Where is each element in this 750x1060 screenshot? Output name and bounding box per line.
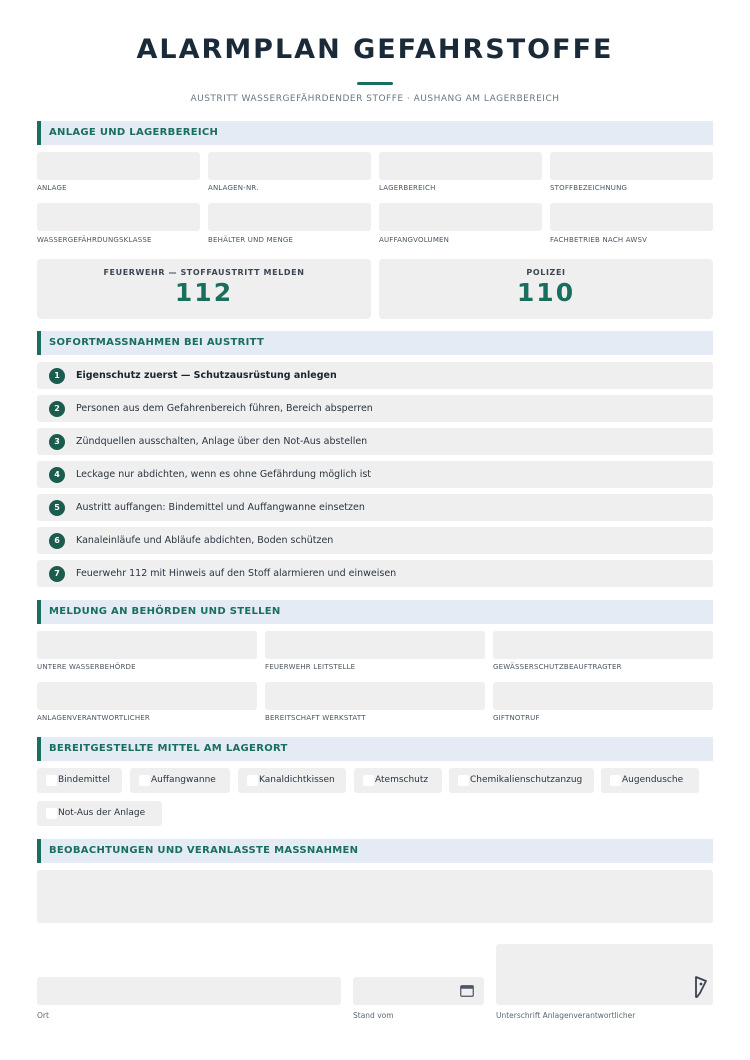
checkbox-box[interactable]: [363, 775, 374, 786]
wasserbehoerde-label: UNTERE WASSERBEHÖRDE: [37, 663, 136, 671]
section-massnahmen-heading: SOFORTMASSNAHMEN BEI AUSTRITT: [37, 331, 713, 355]
anlagen-nr-field[interactable]: [208, 152, 371, 180]
anlagenverantwortlicher-label: ANLAGENVERANTWORTLICHER: [37, 714, 150, 722]
auffangvolumen-label: AUFFANGVOLUMEN: [379, 236, 450, 244]
signature-label: Unterschrift Anlagenverantwortlicher: [496, 1011, 636, 1020]
checkbox-label: Bindemittel: [58, 775, 110, 785]
step-text: Eigenschutz zuerst — Schutzausrüstung anlegen: [76, 370, 337, 381]
checkbox-label: Not-Aus der Anlage: [58, 808, 146, 818]
anlage-field[interactable]: [37, 152, 200, 180]
title-divider: [357, 82, 393, 85]
bereitschaft-werkstatt-field[interactable]: [265, 682, 485, 710]
checkbox-kanaldichtkissen[interactable]: [238, 768, 346, 793]
behaelter-menge-label: BEHÄLTER UND MENGE: [208, 236, 294, 244]
step-item: [37, 395, 713, 422]
wassergefaehrdungsklasse-label: WASSERGEFÄHRDUNGSKLASSE: [37, 236, 152, 244]
wassergefaehrdungsklasse-field[interactable]: [37, 203, 200, 231]
checkbox-chemikalienschutzanzug[interactable]: [449, 768, 594, 793]
ort-label: Ort: [37, 1011, 49, 1020]
feuerwehr-leitstelle-field[interactable]: [265, 631, 485, 659]
lagerbereich-label: LAGERBEREICH: [379, 184, 436, 192]
checkbox-label: Auffangwanne: [151, 775, 216, 785]
step-number-badge: 6: [49, 533, 65, 549]
beobachtungen-textarea[interactable]: [37, 870, 713, 923]
police-emergency-number: 110: [516, 278, 576, 307]
step-number-badge: 2: [49, 401, 65, 417]
lagerbereich-field[interactable]: [379, 152, 542, 180]
police-emergency-label: POLIZEI: [526, 268, 566, 277]
police-emergency-box: [379, 259, 713, 319]
fire-emergency-label: FEUERWEHR — STOFFAUSTRITT MELDEN: [103, 268, 305, 277]
auffangvolumen-field[interactable]: [379, 203, 542, 231]
gewaesserschutzbeauftragter-field[interactable]: [493, 631, 713, 659]
checkbox-atemschutz[interactable]: [354, 768, 442, 793]
ort-field[interactable]: [37, 977, 341, 1005]
step-item: [37, 494, 713, 521]
stoffbezeichnung-field[interactable]: [550, 152, 713, 180]
checkbox-label: Atemschutz: [375, 775, 429, 785]
page-title: ALARMPLAN GEFAHRSTOFFE: [136, 34, 614, 65]
checkbox-box[interactable]: [46, 775, 57, 786]
step-text: Feuerwehr 112 mit Hinweis auf den Stoff alarmieren und einweisen: [76, 568, 397, 579]
checkbox-box[interactable]: [458, 775, 469, 786]
step-item: [37, 461, 713, 488]
checkbox-label: Chemikalienschutzanzug: [470, 775, 583, 785]
anlage-label: ANLAGE: [37, 184, 67, 192]
behaelter-menge-field[interactable]: [208, 203, 371, 231]
section-meldung-heading: MELDUNG AN BEHÖRDEN UND STELLEN: [37, 600, 713, 624]
step-text: Zündquellen ausschalten, Anlage über den Not-Aus abstellen: [76, 436, 368, 447]
step-text: Personen aus dem Gefahrenbereich führen, Bereich absperren: [76, 403, 373, 414]
step-number-badge: 4: [49, 467, 65, 483]
section-beobachtungen-heading: BEOBACHTUNGEN UND VERANLASSTE MASSNAHMEN: [37, 839, 713, 863]
checkbox-box[interactable]: [247, 775, 258, 786]
anlagen-nr-label: ANLAGEN-NR.: [208, 184, 259, 192]
giftnotruf-label: GIFTNOTRUF: [493, 714, 540, 722]
step-number-badge: 3: [49, 434, 65, 450]
stoffbezeichnung-label: STOFFBEZEICHNUNG: [550, 184, 628, 192]
feuerwehr-leitstelle-label: FEUERWEHR LEITSTELLE: [265, 663, 356, 671]
checkbox-not-aus[interactable]: [37, 801, 162, 826]
fachbetrieb-label: FACHBETRIEB NACH AWSV: [550, 236, 648, 244]
step-item: [37, 527, 713, 554]
wasserbehoerde-field[interactable]: [37, 631, 257, 659]
giftnotruf-field[interactable]: [493, 682, 713, 710]
calendar-icon[interactable]: [460, 985, 474, 997]
page-subtitle: AUSTRITT WASSERGEFÄHRDENDER STOFFE · AUSHANG AM LAGERBEREICH: [190, 94, 560, 104]
checkbox-box[interactable]: [139, 775, 150, 786]
checkbox-box[interactable]: [46, 808, 57, 819]
step-item: [37, 428, 713, 455]
checkbox-label: Kanaldichtkissen: [259, 775, 335, 785]
stand-vom-date-field[interactable]: [353, 977, 484, 1005]
checkbox-auffangwanne[interactable]: [130, 768, 230, 793]
step-number-badge: 1: [49, 368, 65, 384]
checkbox-augendusche[interactable]: [601, 768, 699, 793]
fire-emergency-number: 112: [174, 278, 234, 307]
checkbox-label: Augendusche: [622, 775, 684, 785]
section-mittel-heading: BEREITGESTELLTE MITTEL AM LAGERORT: [37, 737, 713, 761]
anlagenverantwortlicher-field[interactable]: [37, 682, 257, 710]
pen-nib-icon: [694, 975, 708, 999]
fachbetrieb-field[interactable]: [550, 203, 713, 231]
step-text: Leckage nur abdichten, wenn es ohne Gefährdung möglich ist: [76, 469, 372, 480]
checkbox-bindemittel[interactable]: [37, 768, 122, 793]
gewaesserschutzbeauftragter-label: GEWÄSSERSCHUTZBEAUFTRAGTER: [493, 663, 622, 671]
fire-emergency-box: [37, 259, 371, 319]
signature-field[interactable]: [496, 944, 713, 1005]
step-item: [37, 362, 713, 389]
stand-vom-label: Stand vom: [353, 1011, 394, 1020]
step-text: Austritt auffangen: Bindemittel und Auffangwanne einsetzen: [76, 502, 365, 513]
step-number-badge: 5: [49, 500, 65, 516]
step-text: Kanaleinläufe und Abläufe abdichten, Boden schützen: [76, 535, 334, 546]
step-item: [37, 560, 713, 587]
checkbox-box[interactable]: [610, 775, 621, 786]
bereitschaft-werkstatt-label: BEREITSCHAFT WERKSTATT: [265, 714, 366, 722]
step-number-badge: 7: [49, 566, 65, 582]
section-anlage-heading: ANLAGE UND LAGERBEREICH: [37, 121, 713, 145]
